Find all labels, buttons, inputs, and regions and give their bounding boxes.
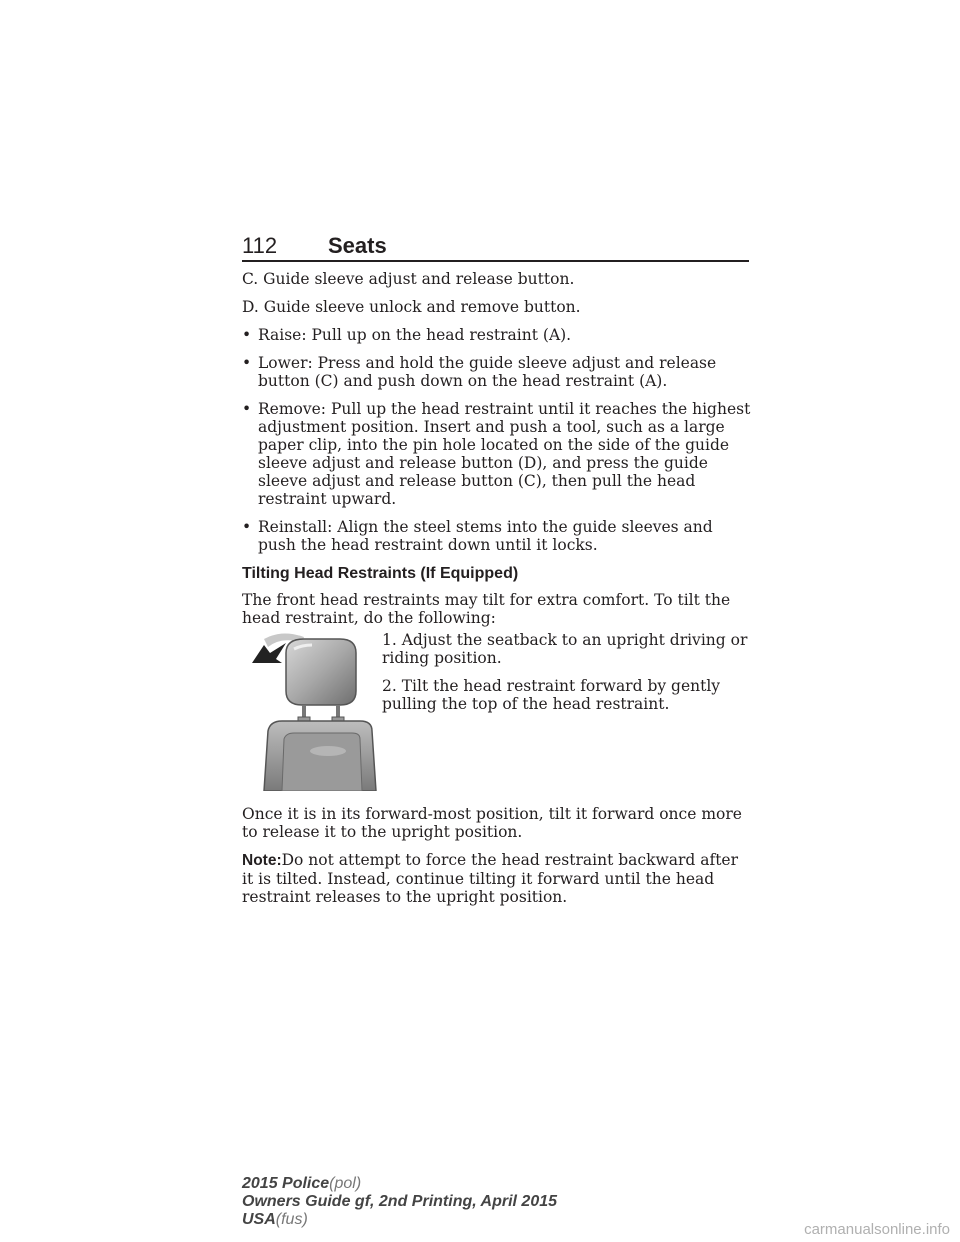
bullet-icon: • xyxy=(242,354,252,372)
tilting-note xyxy=(242,851,752,906)
footer-region-code: (fus) xyxy=(275,1211,308,1228)
footer-model: 2015 Police xyxy=(242,1175,330,1192)
bullet-text: Reinstall: Align the steel stems into the guide sleeves and push the head restraint down until it locks. xyxy=(258,518,713,554)
footer-region: USA xyxy=(242,1211,276,1228)
page-header xyxy=(242,234,749,262)
bullet-reinstall xyxy=(242,518,752,554)
tilt-steps xyxy=(382,631,754,723)
tilt-step-1: 1. Adjust the seatback to an upright driving or riding position. xyxy=(382,631,748,667)
bullet-text: Raise: Pull up on the head restraint (A). xyxy=(258,326,572,344)
header-rule xyxy=(242,260,749,262)
bullet-text: Lower: Press and hold the guide sleeve adjust and release button (C) and push down on the head restraint (A). xyxy=(258,354,717,390)
footer-guide: Owners Guide gf, 2nd Printing, April 2015 xyxy=(242,1193,558,1210)
list-item-d: D. Guide sleeve unlock and remove button. xyxy=(242,298,581,316)
tilt-block xyxy=(242,631,752,791)
bullet-lower xyxy=(242,354,752,390)
tilting-intro: The front head restraints may tilt for extra comfort. To tilt the head restraint, do the following: xyxy=(242,591,731,627)
note-text: Do not attempt to force the head restraint backward after it is tilted. Instead, continue tilting it forward until the head restraint releases to the upright position. xyxy=(242,851,739,906)
bullet-raise xyxy=(242,326,752,344)
note-label: Note: xyxy=(242,852,282,869)
bullet-icon: • xyxy=(242,326,252,344)
head-restraint-illustration xyxy=(242,631,378,791)
tilting-after: Once it is in its forward-most position, tilt it forward once more to release it to the upright position. xyxy=(242,805,742,841)
bullet-text: Remove: Pull up the head restraint until it reaches the highest adjustment position. Insert and push a tool, such as a large paper clip, into the pin hole located on the side of the guide sleeve adjust and release button (D), and press the guide sleeve adjust and release button (C), then pull the head restraint upward. xyxy=(258,400,751,508)
bullet-remove xyxy=(242,400,752,508)
bullet-icon: • xyxy=(242,400,252,418)
footer-model-code: (pol) xyxy=(329,1175,362,1192)
bullet-icon: • xyxy=(242,518,252,536)
page-content xyxy=(242,270,752,916)
page-footer xyxy=(242,1175,557,1229)
tilt-step-2: 2. Tilt the head restraint forward by gently pulling the top of the head restraint. xyxy=(382,677,721,713)
tilting-heading: Tilting Head Restraints (If Equipped) xyxy=(242,565,519,582)
watermark: carmanualsonline.info xyxy=(804,1221,950,1238)
page-number: 112 xyxy=(242,233,278,258)
section-title: Seats xyxy=(328,233,387,258)
list-item-c: C. Guide sleeve adjust and release button. xyxy=(242,270,575,288)
